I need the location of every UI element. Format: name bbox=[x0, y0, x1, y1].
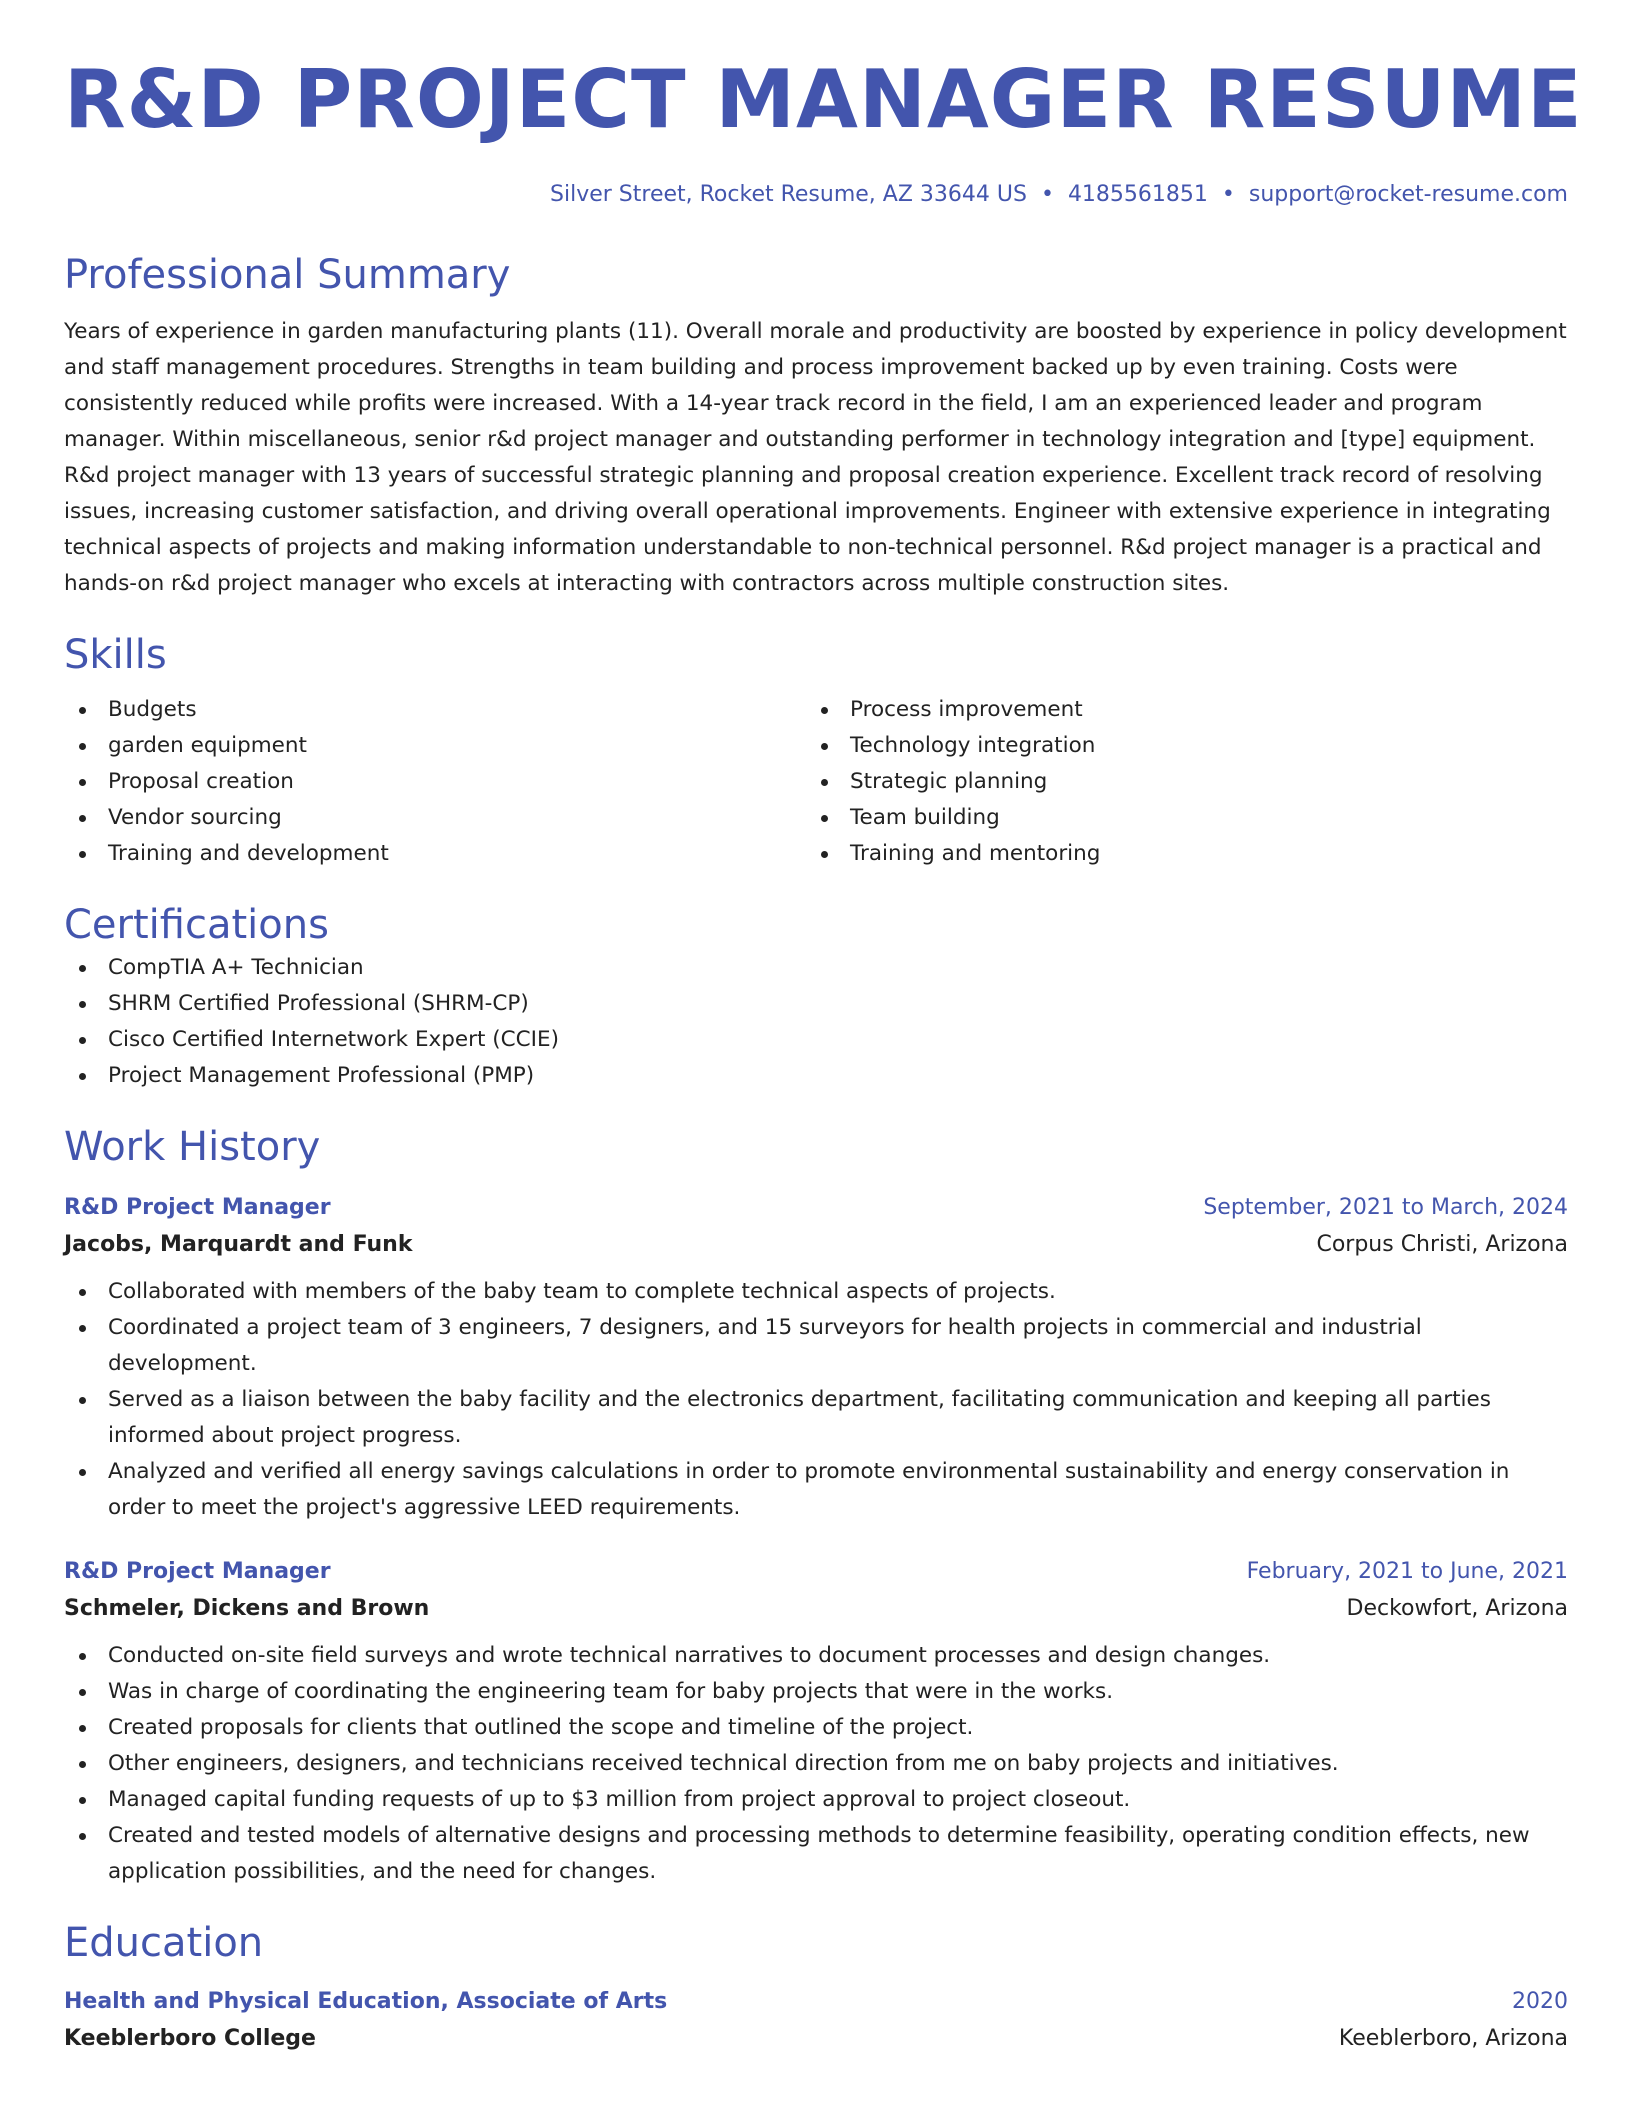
job-duties bbox=[64, 1638, 1568, 1890]
job-duty-item: Served as a liaison between the baby facility and the electronics department, facilitating communication and keeping all parties informed about project progress. bbox=[64, 1382, 1568, 1454]
certifications-list bbox=[64, 950, 1568, 1094]
bullet-icon bbox=[821, 851, 828, 858]
job-duty-item: Was in charge of coordinating the engineering team for baby projects that were in the works. bbox=[64, 1674, 1568, 1710]
job-location: Deckowfort, Arizona bbox=[1346, 1596, 1568, 1621]
work-history-heading: Work History bbox=[64, 1124, 321, 1170]
skill-item: Process improvement bbox=[806, 692, 1548, 728]
school-name: Keeblerboro College bbox=[64, 2026, 316, 2051]
certification-item: SHRM Certified Professional (SHRM-CP) bbox=[64, 986, 1568, 1022]
bullet-icon bbox=[79, 1037, 86, 1044]
contact-email[interactable]: support@rocket-resume.com bbox=[1248, 182, 1568, 207]
skill-item: garden equipment bbox=[64, 728, 806, 764]
job-duty-item: Other engineers, designers, and technicians received technical direction from me on baby projects and initiatives. bbox=[64, 1746, 1568, 1782]
bullet-icon bbox=[821, 815, 828, 822]
skill-item: Strategic planning bbox=[806, 764, 1548, 800]
skills-heading: Skills bbox=[64, 632, 167, 678]
job-title: R&D Project Manager bbox=[64, 1559, 331, 1584]
job-company: Schmeler, Dickens and Brown bbox=[64, 1596, 430, 1621]
bullet-icon bbox=[79, 815, 86, 822]
bullet-icon bbox=[821, 707, 828, 714]
skill-item: Vendor sourcing bbox=[64, 800, 806, 836]
skills-column-right bbox=[806, 692, 1548, 872]
summary-text: Years of experience in garden manufacturing plants (11). Overall morale and productivity are boosted by experience in policy development and staff management procedures. Strengths in team building and process improvement backed up by even training. Costs were consistently reduced while profits were increased. With a 14-year track record in the field, I am an experienced leader and program manager. Within miscellaneous, senior r&d project manager and outstanding performer in technology integration and [type] equipment. R&d project manager with 13 years of successful strategic planning and proposal creation experience. Excellent track record of resolving issues, increasing customer satisfaction, and driving overall operational improvements. Engineer with extensive experience in integrating technical aspects of projects and making information understandable to non-technical personnel. R&d project manager is a practical and hands-on r&d project manager who excels at interacting with contractors across multiple construction sites. bbox=[64, 319, 1567, 596]
job-dates: September, 2021 to March, 2024 bbox=[1203, 1195, 1568, 1220]
education-entry bbox=[64, 1984, 1568, 2058]
bullet-icon bbox=[79, 1653, 86, 1660]
bullet-icon bbox=[79, 1397, 86, 1404]
bullet-icon bbox=[79, 1325, 86, 1332]
bullet-icon bbox=[79, 965, 86, 972]
bullet-icon bbox=[79, 707, 86, 714]
job-duty-item: Conducted on-site field surveys and wrote technical narratives to document processes and design changes. bbox=[64, 1638, 1568, 1674]
bullet-icon bbox=[79, 1725, 86, 1732]
job-duties bbox=[64, 1274, 1568, 1526]
job-location: Corpus Christi, Arizona bbox=[1316, 1232, 1568, 1257]
graduation-year: 2020 bbox=[1512, 1989, 1568, 2014]
bullet-icon bbox=[821, 779, 828, 786]
job-title: R&D Project Manager bbox=[64, 1195, 331, 1220]
job-duty-item: Coordinated a project team of 3 engineers, 7 designers, and 15 surveyors for health projects in commercial and industrial development. bbox=[64, 1310, 1568, 1382]
summary-heading: Professional Summary bbox=[64, 252, 511, 298]
bullet-icon bbox=[79, 1001, 86, 1008]
certification-item: CompTIA A+ Technician bbox=[64, 950, 1568, 986]
skills-list bbox=[64, 692, 1568, 872]
resume-title: R&D PROJECT MANAGER RESUME bbox=[64, 53, 1583, 146]
job-duty-item: Analyzed and verified all energy savings calculations in order to promote environmental sustainability and energy conservation in order to meet the project's aggressive LEED requirements. bbox=[64, 1454, 1568, 1526]
contact-separator: • bbox=[1040, 182, 1054, 207]
school-location: Keeblerboro, Arizona bbox=[1338, 2026, 1568, 2051]
degree: Health and Physical Education, Associate of Arts bbox=[64, 1989, 668, 2014]
bullet-icon bbox=[79, 1073, 86, 1080]
bullet-icon bbox=[79, 779, 86, 786]
education-heading: Education bbox=[64, 1920, 264, 1966]
job-duty-item: Created proposals for clients that outlined the scope and timeline of the project. bbox=[64, 1710, 1568, 1746]
job-duty-item: Collaborated with members of the baby team to complete technical aspects of projects. bbox=[64, 1274, 1568, 1310]
skill-item: Training and mentoring bbox=[806, 836, 1548, 872]
job-dates: February, 2021 to June, 2021 bbox=[1246, 1559, 1568, 1584]
job-duty-item: Managed capital funding requests of up to $3 million from project approval to project closeout. bbox=[64, 1782, 1568, 1818]
contact-phone: 4185561851 bbox=[1067, 182, 1208, 207]
skill-item: Team building bbox=[806, 800, 1548, 836]
bullet-icon bbox=[79, 1469, 86, 1476]
bullet-icon bbox=[79, 851, 86, 858]
skill-item: Proposal creation bbox=[64, 764, 806, 800]
bullet-icon bbox=[79, 743, 86, 750]
job-company: Jacobs, Marquardt and Funk bbox=[64, 1232, 413, 1257]
bullet-icon bbox=[79, 1689, 86, 1696]
certifications-heading: Certifications bbox=[64, 902, 329, 948]
job-entry bbox=[64, 1190, 1568, 1526]
job-duty-item: Created and tested models of alternative designs and processing methods to determine feasibility, operating condition effects, new application possibilities, and the need for changes. bbox=[64, 1818, 1568, 1890]
contact-address: Silver Street, Rocket Resume, AZ 33644 US bbox=[550, 182, 1027, 207]
contact-separator: • bbox=[1221, 182, 1235, 207]
certification-item: Cisco Certified Internetwork Expert (CCIE) bbox=[64, 1022, 1568, 1058]
skills-column-left bbox=[64, 692, 806, 872]
contact-line bbox=[64, 180, 1568, 210]
bullet-icon bbox=[821, 743, 828, 750]
job-entry bbox=[64, 1554, 1568, 1890]
bullet-icon bbox=[79, 1761, 86, 1768]
certification-item: Project Management Professional (PMP) bbox=[64, 1058, 1568, 1094]
bullet-icon bbox=[79, 1289, 86, 1296]
bullet-icon bbox=[79, 1833, 86, 1840]
skill-item: Budgets bbox=[64, 692, 806, 728]
bullet-icon bbox=[79, 1797, 86, 1804]
skill-item: Technology integration bbox=[806, 728, 1548, 764]
skill-item: Training and development bbox=[64, 836, 806, 872]
